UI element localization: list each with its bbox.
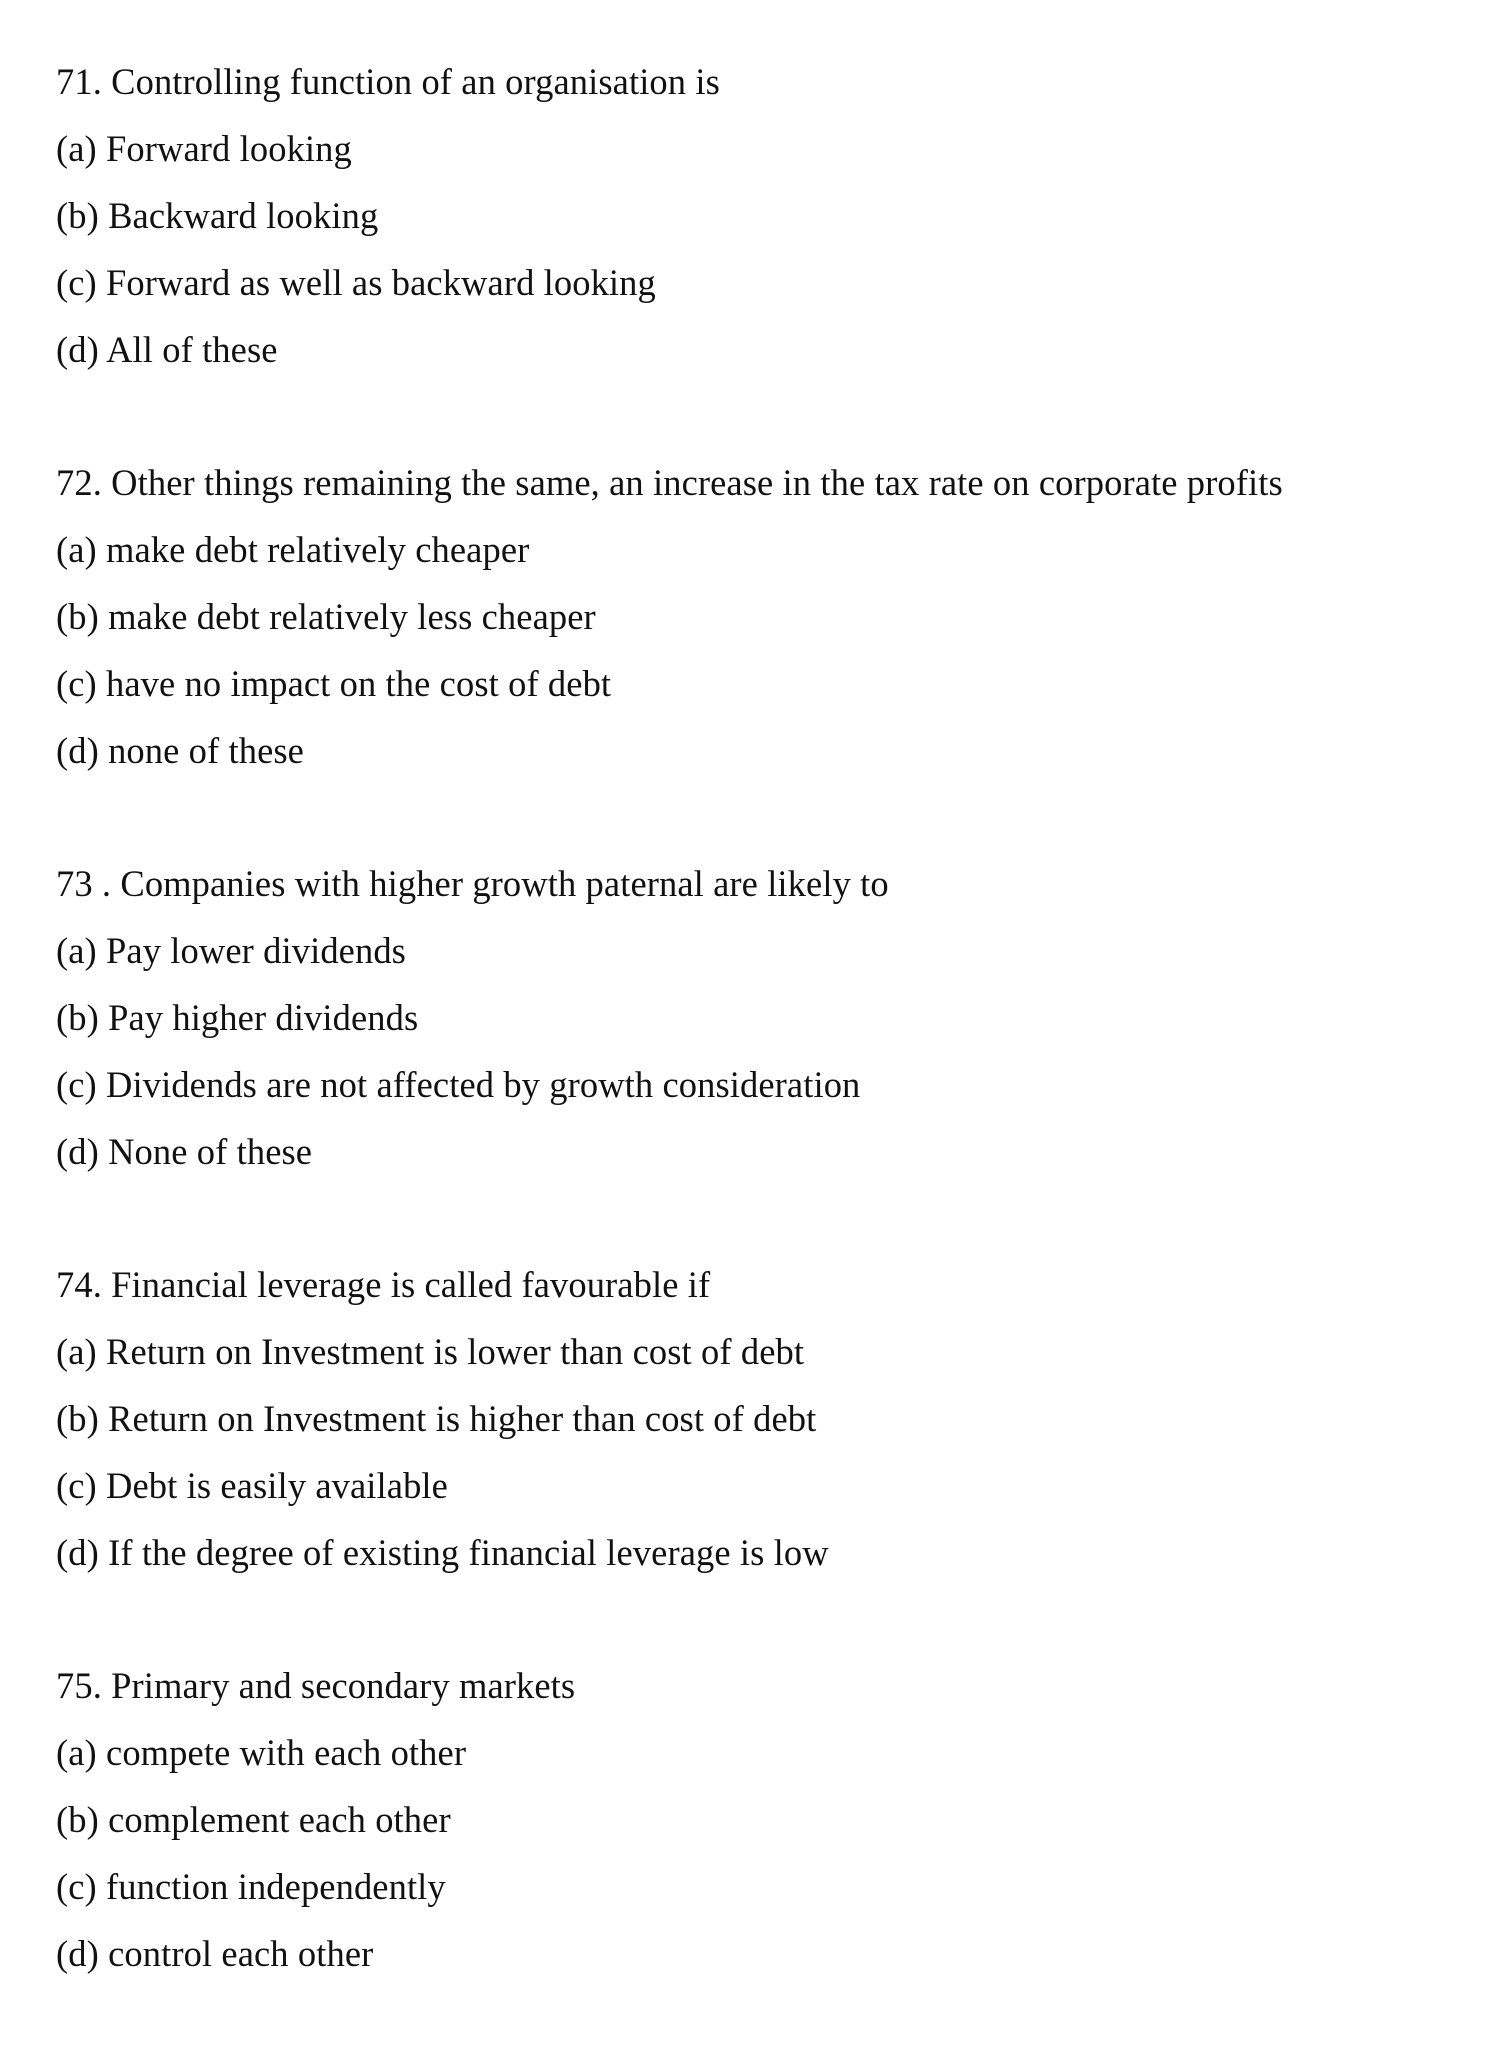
question-stem: 75. Primary and secondary markets <box>56 1665 576 1706</box>
option-d: (d) control each other <box>56 1933 374 1974</box>
question-75 <box>56 1652 1476 1987</box>
question-74 <box>56 1251 1476 1586</box>
option-a: (a) Forward looking <box>56 128 352 169</box>
option-b: (b) Backward looking <box>56 195 379 236</box>
question-stem: 71. Controlling function of an organisation is <box>56 61 720 102</box>
option-b: (b) make debt relatively less cheaper <box>56 596 596 637</box>
option-b: (b) Return on Investment is higher than cost of debt <box>56 1398 817 1439</box>
option-a: (a) Return on Investment is lower than cost of debt <box>56 1331 805 1372</box>
option-a: (a) compete with each other <box>56 1732 467 1773</box>
option-c: (c) have no impact on the cost of debt <box>56 663 612 704</box>
question-73 <box>56 850 1476 1185</box>
option-d: (d) If the degree of existing financial leverage is low <box>56 1532 829 1573</box>
option-a: (a) Pay lower dividends <box>56 930 406 971</box>
question-stem: 74. Financial leverage is called favourable if <box>56 1264 711 1305</box>
option-d: (d) None of these <box>56 1131 313 1172</box>
option-c: (c) function independently <box>56 1866 446 1907</box>
option-b: (b) complement each other <box>56 1799 451 1840</box>
option-d: (d) none of these <box>56 730 304 771</box>
option-b: (b) Pay higher dividends <box>56 997 419 1038</box>
question-72 <box>56 449 1476 784</box>
option-c: (c) Debt is easily available <box>56 1465 448 1506</box>
option-d: (d) All of these <box>56 329 278 370</box>
option-a: (a) make debt relatively cheaper <box>56 529 530 570</box>
question-page <box>56 48 1476 2053</box>
question-71 <box>56 48 1476 383</box>
question-stem: 73 . Companies with higher growth paternal are likely to <box>56 863 889 904</box>
option-c: (c) Forward as well as backward looking <box>56 262 656 303</box>
option-c: (c) Dividends are not affected by growth consideration <box>56 1064 861 1105</box>
question-stem: 72. Other things remaining the same, an increase in the tax rate on corporate profits <box>56 462 1283 503</box>
